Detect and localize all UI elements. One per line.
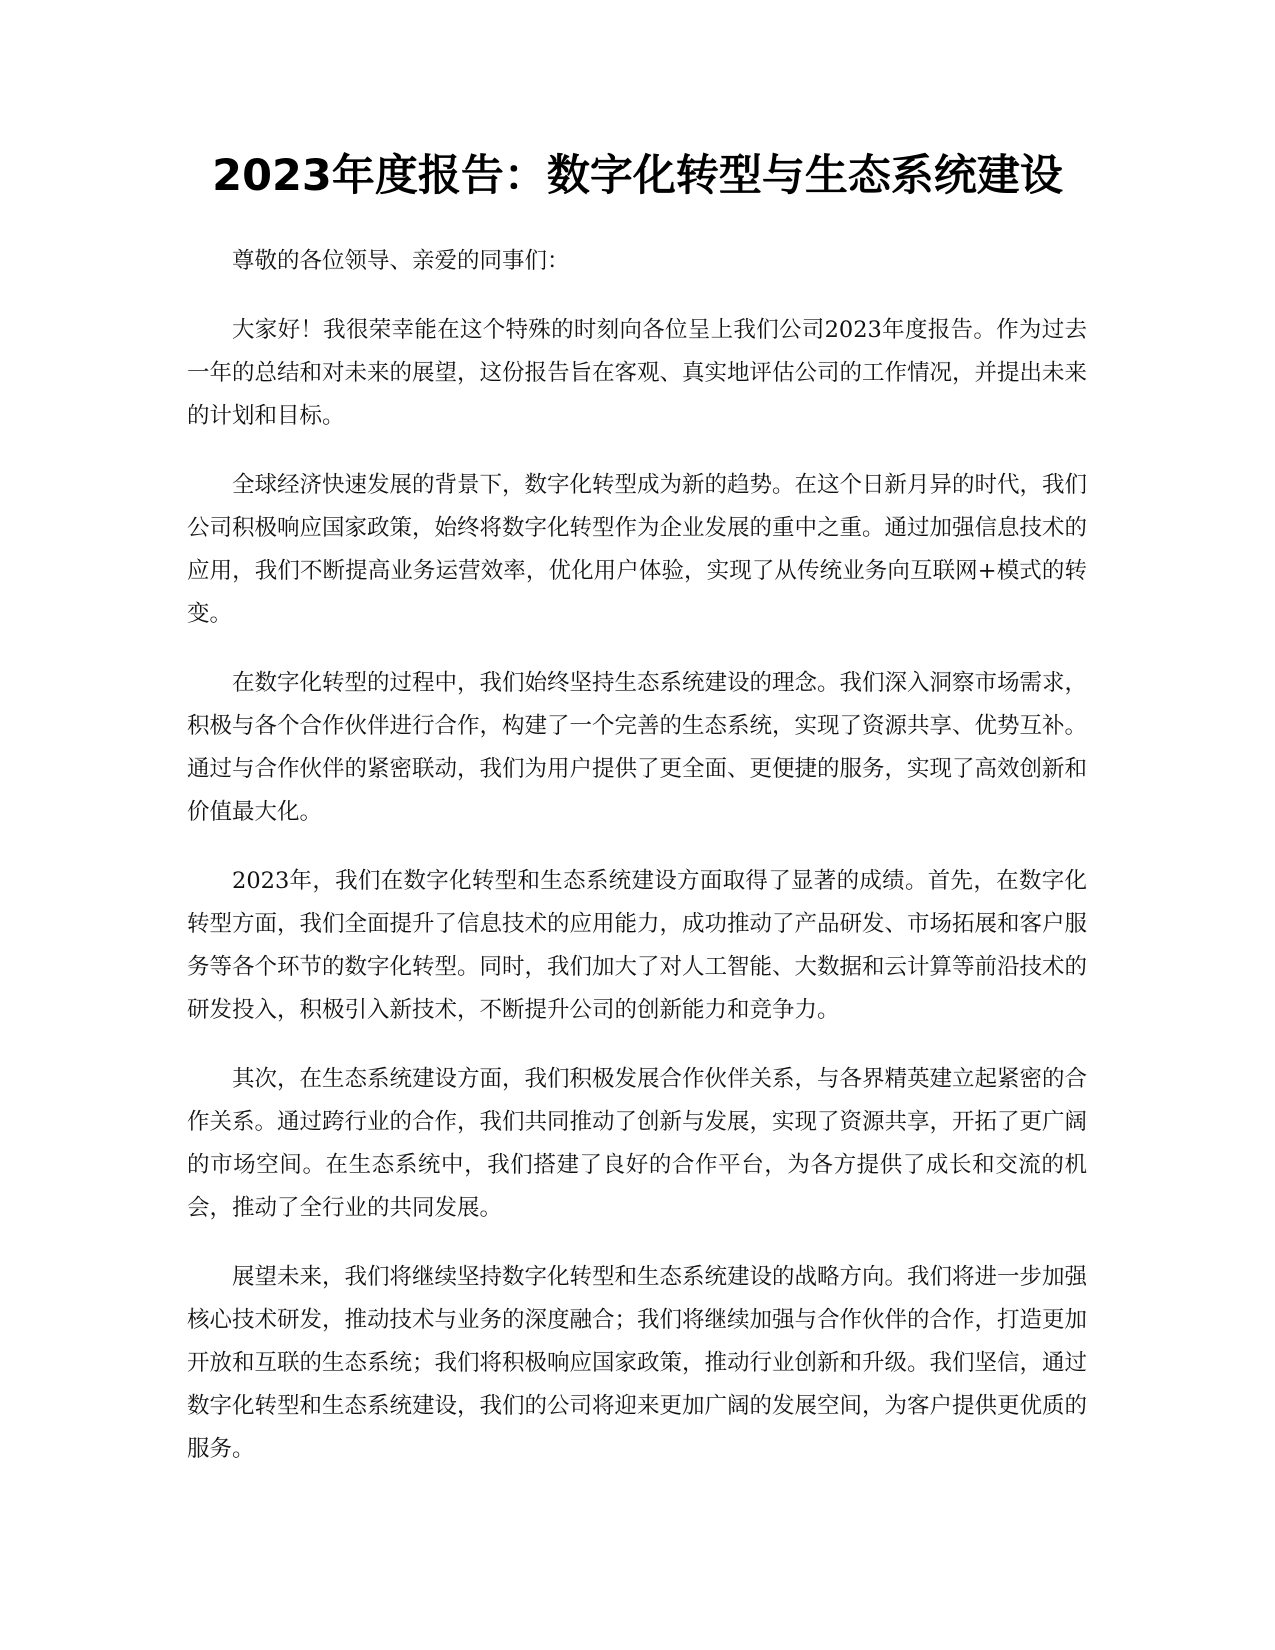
document-title: 2023年度报告：数字化转型与生态系统建设 bbox=[212, 151, 1063, 201]
paragraph-ecosystem: 在数字化转型的过程中，我们始终坚持生态系统建设的理念。我们深入洞察市场需求，积极与各个合作伙伴进行合作，构建了一个完善的生态系统，实现了资源共享、优势互补。通过与合作伙伴的紧密联动，我们为用户提供了更全面、更便捷的服务，实现了高效创新和价值最大化。 bbox=[187, 670, 1088, 825]
document-body bbox=[187, 240, 1087, 1497]
paragraph-achievements: 2023年，我们在数字化转型和生态系统建设方面取得了显著的成绩。首先，在数字化转型方面，我们全面提升了信息技术的应用能力，成功推动了产品研发、市场拓展和客户服务等各个环节的数字化转型。同时，我们加大了对人工智能、大数据和云计算等前沿技术的研发投入，积极引入新技术，不断提升公司的创新能力和竞争力。 bbox=[187, 868, 1088, 1023]
paragraph-partnerships: 其次，在生态系统建设方面，我们积极发展合作伙伴关系，与各界精英建立起紧密的合作关系。通过跨行业的合作，我们共同推动了创新与发展，实现了资源共享，开拓了更广阔的市场空间。在生态系统中，我们搭建了良好的合作平台，为各方提供了成长和交流的机会，推动了全行业的共同发展。 bbox=[187, 1066, 1088, 1221]
paragraph-intro: 大家好！我很荣幸能在这个特殊的时刻向各位呈上我们公司2023年度报告。作为过去一年的总结和对未来的展望，这份报告旨在客观、真实地评估公司的工作情况，并提出未来的计划和目标。 bbox=[187, 317, 1088, 429]
paragraph-outlook: 展望未来，我们将继续坚持数字化转型和生态系统建设的战略方向。我们将进一步加强核心技术研发，推动技术与业务的深度融合；我们将继续加强与合作伙伴的合作，打造更加开放和互联的生态系统；我们将积极响应国家政策，推动行业创新和升级。我们坚信，通过数字化转型和生态系统建设，我们的公司将迎来更加广阔的发展空间，为客户提供更优质的服务。 bbox=[187, 1264, 1088, 1462]
paragraph-background: 全球经济快速发展的背景下，数字化转型成为新的趋势。在这个日新月异的时代，我们公司积极响应国家政策，始终将数字化转型作为企业发展的重中之重。通过加强信息技术的应用，我们不断提高业务运营效率，优化用户体验，实现了从传统业务向互联网+模式的转变。 bbox=[187, 472, 1088, 627]
salutation: 尊敬的各位领导、亲爱的同事们： bbox=[232, 248, 570, 274]
